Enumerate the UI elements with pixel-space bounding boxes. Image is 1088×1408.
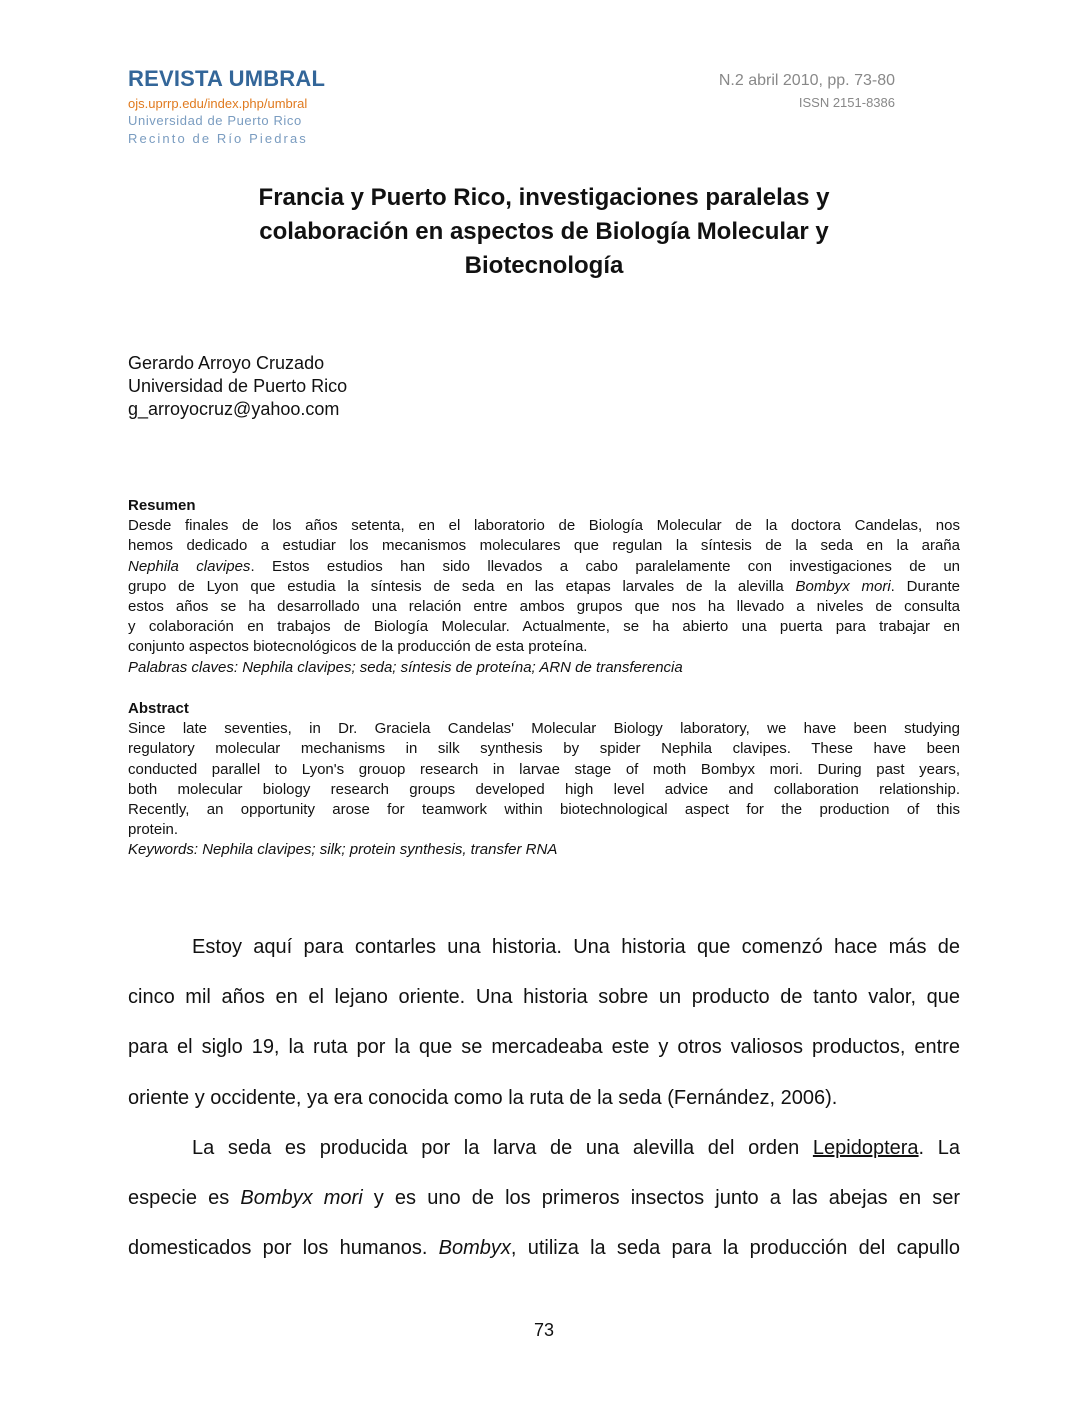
body-text: La seda es producida por la larva de una alevilla del orden [192, 1137, 813, 1159]
resumen-line: y colaboración en trabajos de Biología Molecular. Actualmente, se ha abierto una puerta para trabajar en [128, 618, 960, 636]
body-text: y es uno de los primeros insectos junto a las abejas en ser [362, 1187, 960, 1210]
species-name: Bombyx mori [240, 1187, 363, 1210]
body-paragraph-2 [128, 1123, 960, 1274]
body-text: domesticados por los humanos. [128, 1237, 439, 1260]
author-name: Gerardo Arroyo Cruzado [128, 353, 325, 373]
body-line: Estoy aquí para contarles una historia. Una historia que comenzó hace más de [192, 936, 960, 958]
journal-university: Universidad de Puerto Rico [128, 113, 302, 128]
body-line: para el siglo 19, la ruta por la que se mercadeaba este y otros valiosos productos, entre [128, 1036, 960, 1059]
abstract-line: conducted parallel to Lyon's grouop research in larvae stage of moth Bombyx mori. During past years, [128, 760, 960, 778]
body-line: oriente y occidente, ya era conocida como la ruta de la seda (Fernández, 2006). [128, 1086, 838, 1109]
abstract-line: Since late seventies, in Dr. Graciela Candelas' Molecular Biology laboratory, we have been studying [128, 720, 960, 738]
body-text: . La [918, 1137, 961, 1159]
author-email[interactable]: g_arroyocruz@yahoo.com [128, 399, 340, 419]
abstract-keywords: Keywords: Nephila clavipes; silk; protein synthesis, transfer RNA [128, 841, 558, 859]
body-line [128, 1223, 960, 1273]
author-affiliation: Universidad de Puerto Rico [128, 376, 348, 396]
species-name: Nephila clavipes [128, 557, 251, 575]
resumen-line [128, 577, 960, 597]
journal-campus: Recinto de Río Piedras [128, 131, 308, 146]
abstract-line: both molecular biology research groups developed high level advice and collaboration relationship. [128, 780, 960, 798]
body-line [128, 1173, 960, 1223]
species-name: Bombyx [438, 1237, 511, 1260]
author-block [128, 352, 347, 421]
body-text: , utiliza la seda para la producción del capullo [510, 1237, 960, 1260]
abstract-line: regulatory molecular mechanisms in silk synthesis by spider Nephila clavipes. These have been [128, 740, 960, 758]
body-paragraph-1 [128, 922, 960, 1123]
resumen-text: . Durante [890, 577, 960, 595]
resumen-line: Desde finales de los años setenta, en el laboratorio de Biología Molecular de la doctora Candelas, nos [128, 517, 960, 535]
resumen-line: estos años se ha desarrollado una relación entre ambos grupos que nos ha llevado a niveles de consulta [128, 598, 960, 616]
resumen-keywords: Palabras claves: Nephila clavipes; seda; síntesis de proteína; ARN de transferencia [128, 658, 683, 676]
resumen-line: conjunto aspectos biotecnológicos de la producción de esta proteína. [128, 638, 588, 656]
lepidoptera-link[interactable]: Lepidoptera [812, 1137, 919, 1159]
body-text: especie es [128, 1187, 241, 1210]
abstract-line: protein. [128, 821, 179, 839]
resumen-line: hemos dedicado a estudiar los mecanismos moleculares que regulan la síntesis de la seda en la araña [128, 537, 960, 555]
resumen-heading: Resumen [128, 497, 196, 514]
page-number: 73 [533, 1320, 555, 1340]
abstract-line: Recently, an opportunity arose for teamwork within biotechnological aspect for the production of this [128, 801, 960, 819]
body-line [128, 1123, 960, 1173]
article-title [128, 181, 960, 283]
title-line: colaboración en aspectos de Biología Molecular y [259, 218, 829, 245]
resumen-line [128, 557, 960, 577]
body-line: cinco mil años en el lejano oriente. Una historia sobre un producto de tanto valor, que [128, 986, 960, 1009]
title-line: Biotecnología [464, 252, 624, 279]
abstract-heading: Abstract [128, 700, 189, 717]
resumen-section [128, 496, 960, 678]
species-name: Bombyx mori [795, 577, 891, 595]
resumen-text: grupo de Lyon que estudia la síntesis de seda en las etapas larvales de la alevilla [128, 577, 796, 595]
title-line: Francia y Puerto Rico, investigaciones paralelas y [258, 184, 830, 211]
journal-title: REVISTA UMBRAL [128, 66, 326, 91]
journal-url[interactable]: ojs.uprrp.edu/index.php/umbral [128, 96, 308, 111]
resumen-text: . Estos estudios han sido llevados a cabo paralelamente con investigaciones de un [250, 557, 961, 575]
abstract-section [128, 699, 960, 861]
issn: ISSN 2151-8386 [798, 95, 895, 110]
issue-info: N.2 abril 2010, pp. 73-80 [718, 72, 895, 89]
